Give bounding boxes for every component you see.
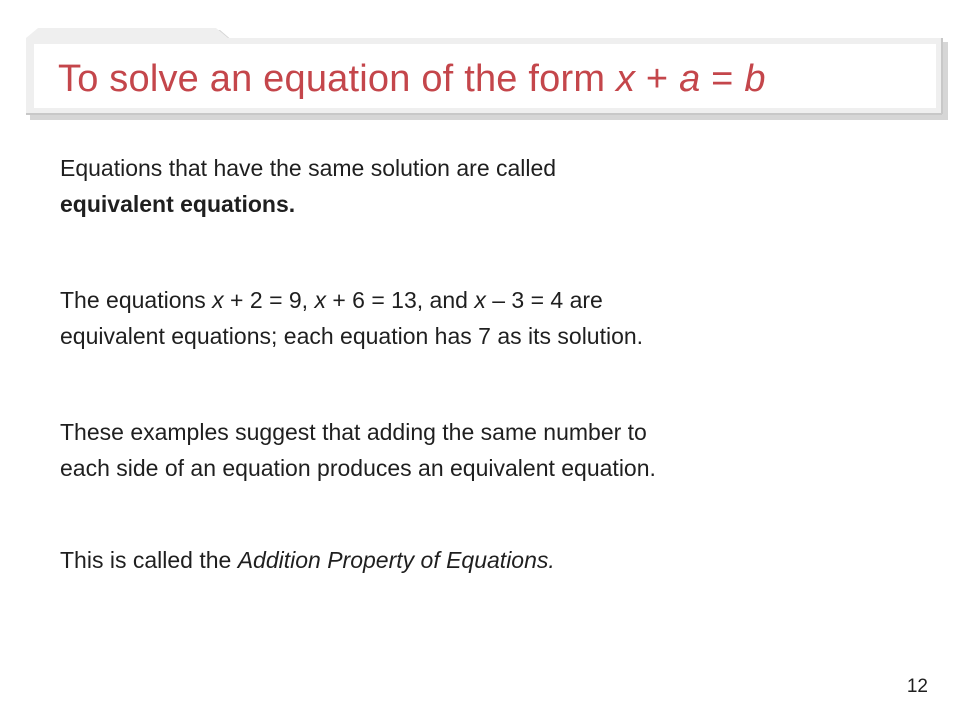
examples-seg3: + 6 = 13, and bbox=[325, 287, 475, 313]
title-var-a: a bbox=[679, 58, 701, 100]
paragraph-suggestion bbox=[60, 414, 900, 486]
examples-seg4: – 3 = 4 are bbox=[485, 287, 603, 313]
title-prefix: To solve an equation of the form bbox=[58, 58, 616, 100]
paragraph-property bbox=[60, 542, 900, 578]
suggestion-line2: each side of an equation produces an equivalent equation. bbox=[60, 455, 656, 481]
title-plus: + bbox=[635, 58, 680, 100]
definition-term: equivalent equations. bbox=[60, 191, 296, 217]
suggestion-line1: These examples suggest that adding the same number to bbox=[60, 419, 647, 445]
property-text: This is called the bbox=[60, 547, 238, 573]
examples-var-x1: x bbox=[212, 287, 224, 313]
property-name: Addition Property of Equations. bbox=[237, 547, 555, 573]
slide-title bbox=[58, 58, 766, 101]
examples-seg2: + 2 = 9, bbox=[223, 287, 315, 313]
title-equals: = bbox=[700, 58, 745, 100]
paragraph-examples bbox=[60, 282, 900, 354]
examples-seg1: The equations bbox=[60, 287, 213, 313]
title-var-b: b bbox=[744, 58, 766, 100]
examples-var-x3: x bbox=[474, 287, 486, 313]
definition-text: Equations that have the same solution are called bbox=[60, 155, 557, 181]
paragraph-definition bbox=[60, 150, 900, 222]
examples-var-x2: x bbox=[314, 287, 326, 313]
page-number: 12 bbox=[906, 676, 928, 697]
title-var-x: x bbox=[615, 58, 636, 100]
examples-line2: equivalent equations; each equation has 7 as its solution. bbox=[60, 323, 644, 349]
